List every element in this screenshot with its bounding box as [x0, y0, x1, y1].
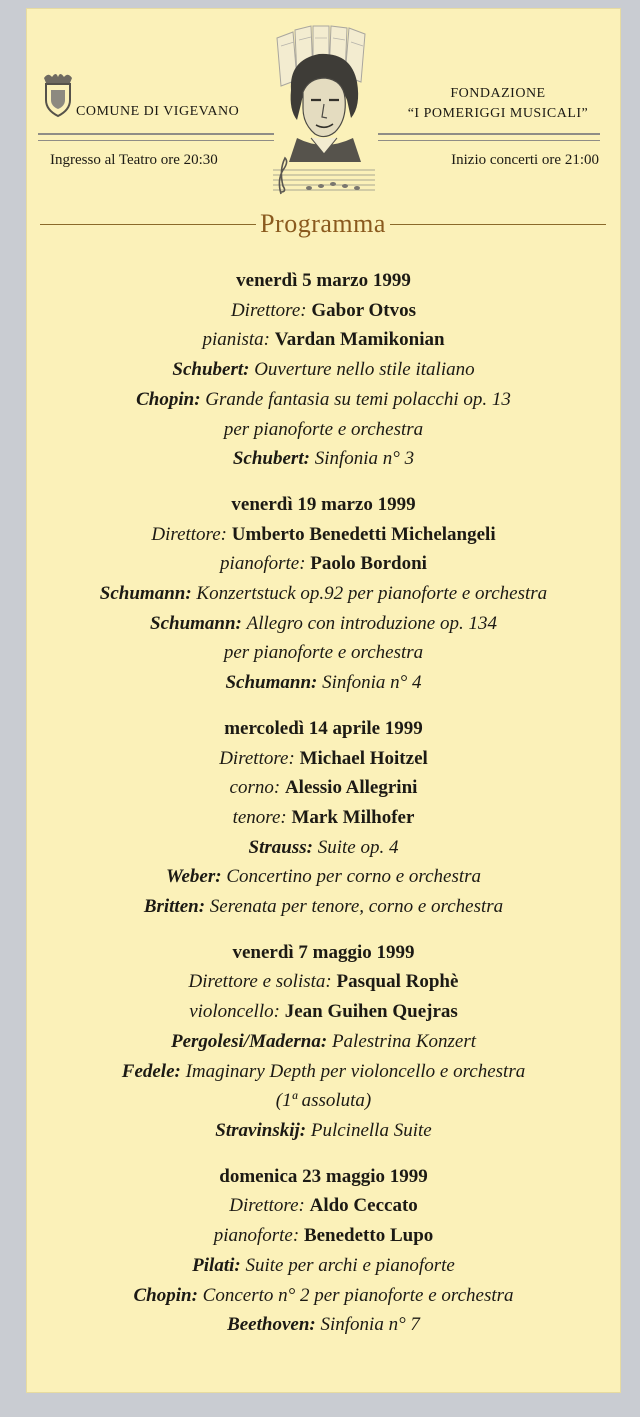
performer-name: Vardan Mamikonian: [274, 329, 445, 351]
work-line: [26, 1281, 621, 1311]
concert-block: [26, 1162, 621, 1340]
performer-role: pianista:: [202, 329, 270, 351]
work-title: Suite per archi e pianoforte: [245, 1254, 455, 1276]
programme-title: Programma: [260, 209, 386, 238]
composer-name: Schumann:: [150, 612, 242, 634]
ingresso-time: Ingresso al Teatro ore 20:30: [50, 152, 218, 168]
work-title: Sinfonia n° 3: [314, 448, 415, 470]
work-title: Concertino per corno e orchestra: [226, 866, 482, 888]
performer-line: [26, 549, 621, 579]
performer-line: [26, 967, 621, 997]
work-line: [26, 1116, 621, 1146]
work-line: [26, 668, 621, 698]
performer-role: Direttore:: [151, 523, 228, 545]
performer-line: [26, 773, 621, 803]
performer-role: violoncello:: [189, 1001, 280, 1023]
composer-name: Fedele:: [121, 1060, 181, 1082]
title-rule-right: [390, 224, 606, 225]
composer-name: Beethoven:: [227, 1314, 316, 1336]
composer-name: Weber:: [165, 866, 222, 888]
work-line: [26, 444, 621, 474]
header-rule-left: [38, 133, 274, 141]
performer-line: [26, 744, 621, 774]
composer-name: Schubert:: [232, 448, 310, 470]
concert-programme-card: [26, 8, 621, 1393]
performer-role: pianoforte:: [213, 1225, 300, 1247]
programme-title-row: [40, 204, 606, 244]
composer-name: Chopin:: [136, 388, 201, 410]
performer-name: Aldo Ceccato: [309, 1195, 418, 1217]
header-rule-right: [378, 133, 600, 141]
composer-name: Chopin:: [133, 1284, 198, 1306]
performer-line: [26, 803, 621, 833]
title-rule-left: [40, 224, 256, 225]
work-line: [26, 355, 621, 385]
composer-name: Stravinskij:: [215, 1119, 307, 1141]
work-title: Grande fantasia su temi polacchi op. 13: [205, 388, 511, 410]
fondazione-line-2: “I POMERIGGI MUSICALI”: [407, 106, 589, 121]
work-title: Suite op. 4: [317, 836, 399, 858]
work-title: Sinfonia n° 7: [320, 1314, 420, 1336]
performer-role: Direttore:: [229, 1195, 305, 1217]
concert-date: mercoledì 14 aprile 1999: [224, 717, 423, 739]
performer-line: [26, 325, 621, 355]
work-line: [26, 609, 621, 639]
concert-date: domenica 23 maggio 1999: [219, 1165, 428, 1187]
composer-name: Strauss:: [248, 836, 313, 858]
comune-label: COMUNE DI VIGEVANO: [76, 104, 240, 119]
performer-role: corno:: [229, 777, 281, 799]
performer-role: Direttore:: [230, 299, 307, 321]
performer-name: Gabor Otvos: [311, 299, 417, 321]
concert-block: [26, 938, 621, 1146]
performer-name: Pasqual Rophè: [336, 971, 459, 993]
performer-name: Benedetto Lupo: [303, 1225, 434, 1247]
work-line: [26, 1057, 621, 1087]
inizio-time: Inizio concerti ore 21:00: [451, 152, 599, 168]
work-title: Ouverture nello stile italiano: [254, 359, 475, 381]
work-title: Allegro con introduzione op. 134: [246, 612, 497, 634]
concert-block: [26, 490, 621, 698]
work-title-continuation: (1ª assoluta): [275, 1090, 372, 1112]
work-line: [26, 1310, 621, 1340]
performer-line: [26, 1221, 621, 1251]
work-line: [26, 579, 621, 609]
composer-portrait-icon: [269, 20, 379, 200]
work-title: Sinfonia n° 4: [322, 672, 422, 694]
composer-name: Pilati:: [192, 1254, 241, 1276]
performer-role: Direttore e solista:: [188, 971, 332, 993]
performer-name: Umberto Benedetti Michelangeli: [231, 523, 496, 545]
work-title: Concerto n° 2 per pianoforte e orchestra: [202, 1284, 514, 1306]
work-title: Konzertstuck op.92 per pianoforte e orchestra: [196, 583, 548, 605]
work-line: [26, 892, 621, 922]
concert-date: venerdì 19 marzo 1999: [231, 493, 416, 515]
work-title: Imaginary Depth per violoncello e orchestra: [185, 1060, 526, 1082]
performer-role: pianoforte:: [220, 553, 306, 575]
work-title: Pulcinella Suite: [310, 1119, 432, 1141]
work-title: Palestrina Konzert: [331, 1030, 477, 1052]
performer-name: Jean Guihen Quejras: [284, 1001, 458, 1023]
performer-line: [26, 997, 621, 1027]
performer-name: Michael Hoitzel: [299, 747, 428, 769]
performer-role: tenore:: [232, 806, 287, 828]
performer-line: [26, 1191, 621, 1221]
concert-date: venerdì 5 marzo 1999: [236, 270, 411, 291]
performer-name: Mark Milhofer: [291, 806, 415, 828]
concert-date: venerdì 7 maggio 1999: [232, 941, 415, 963]
work-title-continuation: per pianoforte e orchestra: [223, 418, 424, 440]
composer-name: Britten:: [143, 896, 206, 918]
fondazione-line-1: FONDAZIONE: [450, 86, 546, 101]
performer-name: Paolo Bordoni: [310, 553, 427, 575]
work-line: [26, 1027, 621, 1057]
work-line: [26, 385, 621, 415]
performer-line: [26, 520, 621, 550]
composer-name: Schumann:: [99, 583, 192, 605]
composer-name: Schubert:: [172, 359, 250, 381]
coat-of-arms-icon: [38, 72, 78, 118]
work-title: Serenata per tenore, corno e orchestra: [209, 896, 504, 918]
composer-name: Schumann:: [225, 672, 318, 694]
header: [26, 8, 621, 208]
work-line: [26, 862, 621, 892]
performer-line: [26, 296, 621, 326]
concert-block: [26, 714, 621, 922]
work-line: [26, 833, 621, 863]
work-line: [26, 1251, 621, 1281]
concert-list: [26, 266, 621, 1356]
performer-role: Direttore:: [219, 747, 295, 769]
concert-block: [26, 266, 621, 474]
work-title-continuation: per pianoforte e orchestra: [223, 642, 424, 664]
composer-name: Pergolesi/Maderna:: [170, 1030, 328, 1052]
fondazione-label: [393, 84, 603, 124]
performer-name: Alessio Allegrini: [284, 777, 418, 799]
